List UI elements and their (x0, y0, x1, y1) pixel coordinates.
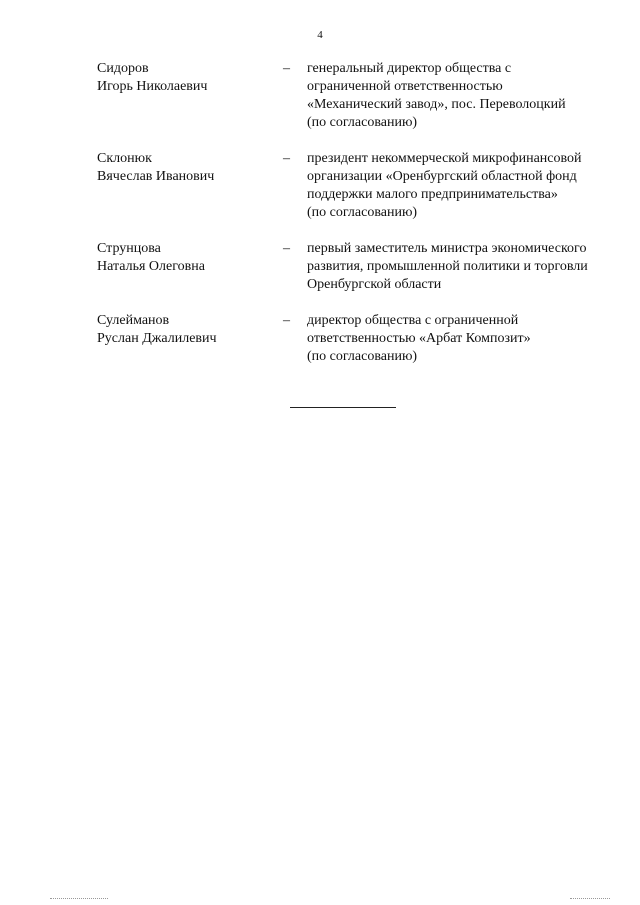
position-line: организации «Оренбургский областной фонд (307, 169, 577, 184)
member-name (97, 240, 283, 276)
separator-dash: – (283, 241, 290, 256)
member-position (307, 240, 617, 294)
member-entry (97, 312, 617, 366)
member-surname: Склонюк (97, 151, 152, 166)
separator-dash: – (283, 313, 290, 328)
position-line: президент некоммерческой микрофинансовой (307, 151, 582, 166)
member-position (307, 312, 617, 366)
position-line: генеральный директор общества с (307, 61, 512, 76)
position-line: (по согласованию) (307, 115, 418, 130)
member-entry (97, 150, 617, 222)
member-given-name: Вячеслав Иванович (97, 169, 215, 184)
position-line: (по согласованию) (307, 205, 418, 220)
member-position (307, 60, 617, 132)
page-number: 4 (317, 29, 323, 41)
member-surname: Сидоров (97, 61, 149, 76)
member-position (307, 150, 617, 222)
member-surname: Струнцова (97, 241, 161, 256)
member-given-name: Игорь Николаевич (97, 79, 208, 94)
member-name (97, 312, 283, 348)
member-entry (97, 60, 617, 132)
member-surname: Сулейманов (97, 313, 170, 328)
member-given-name: Наталья Олеговна (97, 259, 205, 274)
position-line: первый заместитель министра экономического (307, 241, 587, 256)
member-entry (97, 240, 617, 294)
position-line: развития, промышленной политики и торговли (307, 259, 588, 274)
footer-scan-mark (570, 898, 610, 899)
position-line: «Механический завод», пос. Переволоцкий (307, 97, 566, 112)
end-of-list-rule (290, 407, 396, 408)
position-line: ограниченной ответственностью (307, 79, 503, 94)
member-name (97, 60, 283, 96)
member-given-name: Руслан Джалилевич (97, 331, 217, 346)
position-line: ответственностью «Арбат Композит» (307, 331, 531, 346)
position-line: (по согласованию) (307, 349, 418, 364)
position-line: поддержки малого предпринимательства» (307, 187, 558, 202)
separator-dash: – (283, 61, 290, 76)
member-name (97, 150, 283, 186)
commission-members-list (97, 60, 617, 384)
position-line: директор общества с ограниченной (307, 313, 519, 328)
footer-scan-mark (50, 898, 108, 899)
separator-dash: – (283, 151, 290, 166)
position-line: Оренбургской области (307, 277, 442, 292)
